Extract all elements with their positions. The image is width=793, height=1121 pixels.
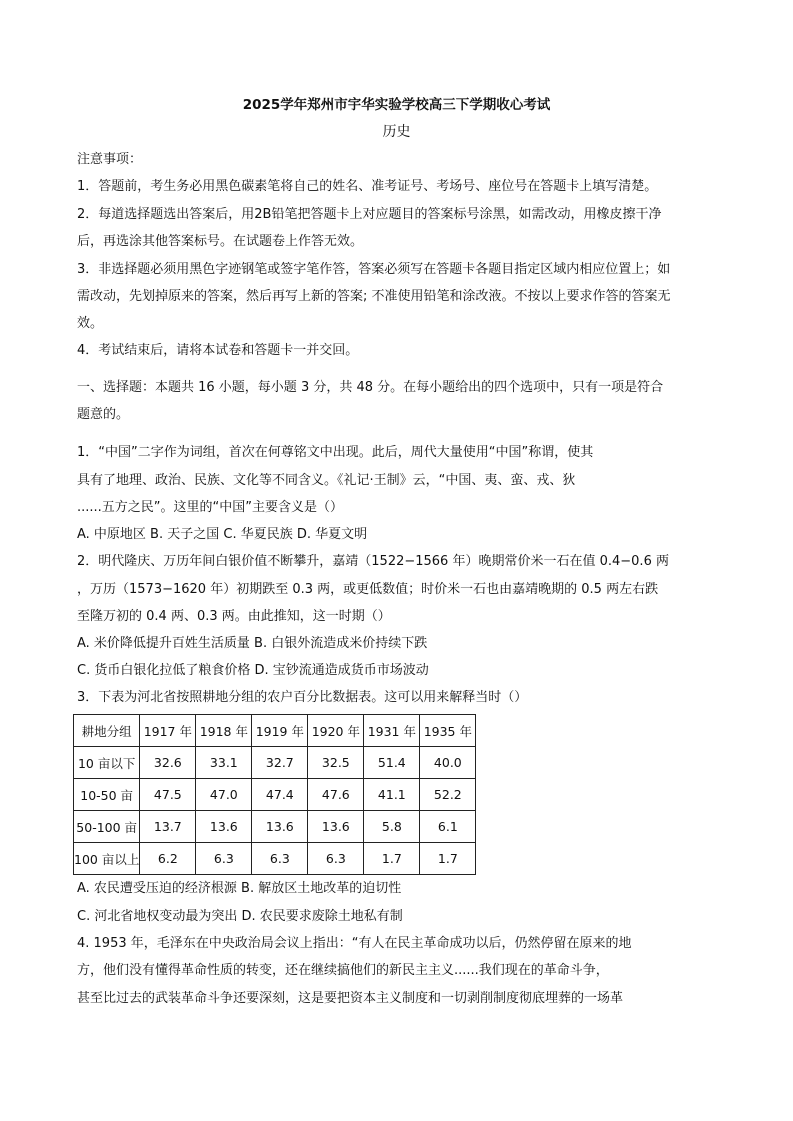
- notice-heading: 注意事项：: [77, 152, 143, 167]
- notice-line: 需改动，先划掉原来的答案，然后再写上新的答案; 不准使用铅笔和涂改液。不按以上要求作答的答案无: [77, 289, 671, 304]
- table-row: [74, 811, 476, 843]
- table-header-cell: 1935 年: [420, 715, 476, 747]
- table-cell: 32.6: [140, 747, 196, 779]
- table-row: [74, 843, 476, 875]
- table-cell: 5.8: [364, 811, 420, 843]
- table-cell: 6.2: [140, 843, 196, 875]
- exam-subject: 历史: [382, 124, 411, 140]
- table-cell: 13.6: [252, 811, 308, 843]
- table-header-cell: 1920 年: [308, 715, 364, 747]
- notice-line: 1．答题前，考生务必用黑色碳素笔将自己的姓名、准考证号、考场号、座位号在答题卡上填写清楚。: [77, 179, 658, 194]
- question-1-line: ......五方之民”。这里的“中国”主要含义是（）: [77, 500, 343, 515]
- section-heading: 题意的。: [77, 407, 130, 422]
- table-cell: 10-50 亩: [74, 779, 140, 811]
- question-1-options: A. 中原地区 B. 天子之国 C. 华夏民族 D. 华夏文明: [77, 527, 368, 542]
- farmland-table: [73, 714, 476, 875]
- table-cell: 6.3: [252, 843, 308, 875]
- question-2-options: A. 米价降低提升百姓生活质量 B. 白银外流造成米价持续下跌: [77, 636, 428, 651]
- notice-line: 3．非选择题必须用黑色字迹钢笔或签字笔作答，答案必须写在答题卡各题目指定区域内相应位置上；如: [77, 262, 671, 277]
- table-cell: 50-100 亩: [74, 811, 140, 843]
- table-cell: 32.7: [252, 747, 308, 779]
- question-2-options: C. 货币白银化拉低了粮食价格 D. 宝钞流通造成货币市场波动: [77, 663, 429, 678]
- table-cell: 51.4: [364, 747, 420, 779]
- table-cell: 10 亩以下: [74, 747, 140, 779]
- question-3-options: A. 农民遭受压迫的经济根源 B. 解放区土地改革的迫切性: [77, 881, 402, 896]
- question-2-line: 至隆万初的 0.4 两、0.3 两。由此推知，这一时期（）: [77, 609, 391, 624]
- notice-line: 后，再选涂其他答案标号。在试题卷上作答无效。: [77, 234, 364, 249]
- table-header-cell: 1918 年: [196, 715, 252, 747]
- notice-line: 2．每道选择题选出答案后，用2B铅笔把答题卡上对应题目的答案标号涂黑，如需改动，用橡皮擦干净: [77, 207, 662, 222]
- question-1-line: 1．“中国”二字作为词组，首次在何尊铭文中出现。此后，周代大量使用“中国”称谓，使其: [77, 445, 594, 460]
- table-cell: 33.1: [196, 747, 252, 779]
- question-1-line: 具有了地理、政治、民族、文化等不同含义。《礼记·王制》云，“中国、夷、蛮、戎、狄: [77, 473, 576, 488]
- table-cell: 6.1: [420, 811, 476, 843]
- question-4-line: 方，他们没有懂得革命性质的转变，还在继续搞他们的新民主主义......我们现在的革命斗争，: [77, 963, 609, 978]
- table-row: [74, 747, 476, 779]
- table-cell: 41.1: [364, 779, 420, 811]
- table-cell: 6.3: [196, 843, 252, 875]
- table-header-cell: 1919 年: [252, 715, 308, 747]
- question-2-line: ，万历（1573−1620 年）初期跌至 0.3 两，或更低数值；时价米一石也由嘉靖晚期的 0.5 两左右跌: [77, 582, 659, 597]
- table-cell: 40.0: [420, 747, 476, 779]
- table-cell: 6.3: [308, 843, 364, 875]
- section-heading: 一、选择题：本题共 16 小题，每小题 3 分，共 48 分。在每小题给出的四个选项中，只有一项是符合: [77, 380, 664, 395]
- table-cell: 13.7: [140, 811, 196, 843]
- table-header-cell: 1917 年: [140, 715, 196, 747]
- table-cell: 47.4: [252, 779, 308, 811]
- table-row: [74, 779, 476, 811]
- question-4-line: 甚至比过去的武装革命斗争还要深刻，这是要把资本主义制度和一切剥削制度彻底埋葬的一场革: [77, 991, 624, 1006]
- question-2-line: 2．明代隆庆、万历年间白银价值不断攀升，嘉靖（1522−1566 年）晚期常价米一石在值 0.4−0.6 两: [77, 554, 669, 569]
- table-header-cell: 1931 年: [364, 715, 420, 747]
- table-cell: 100 亩以上: [74, 843, 140, 875]
- question-3-intro: 3．下表为河北省按照耕地分组的农户百分比数据表。这可以用来解释当时（）: [77, 690, 528, 705]
- notice-line: 效。: [77, 316, 104, 331]
- table-cell: 47.6: [308, 779, 364, 811]
- table-cell: 1.7: [420, 843, 476, 875]
- table-cell: 52.2: [420, 779, 476, 811]
- table-cell: 13.6: [308, 811, 364, 843]
- table-cell: 47.5: [140, 779, 196, 811]
- table-header-cell: 耕地分组: [74, 715, 140, 747]
- question-4-line: 4. 1953 年，毛泽东在中央政治局会议上指出：“有人在民主革命成功以后，仍然停留在原来的地: [77, 936, 632, 951]
- table-cell: 1.7: [364, 843, 420, 875]
- table-cell: 13.6: [196, 811, 252, 843]
- table-header-row: [74, 715, 476, 747]
- exam-title: 2025学年郑州市宇华实验学校高三下学期收心考试: [242, 97, 551, 113]
- table-cell: 32.5: [308, 747, 364, 779]
- question-3-options: C. 河北省地权变动最为突出 D. 农民要求废除土地私有制: [77, 909, 403, 924]
- table-cell: 47.0: [196, 779, 252, 811]
- notice-line: 4．考试结束后，请将本试卷和答题卡一并交回。: [77, 343, 359, 358]
